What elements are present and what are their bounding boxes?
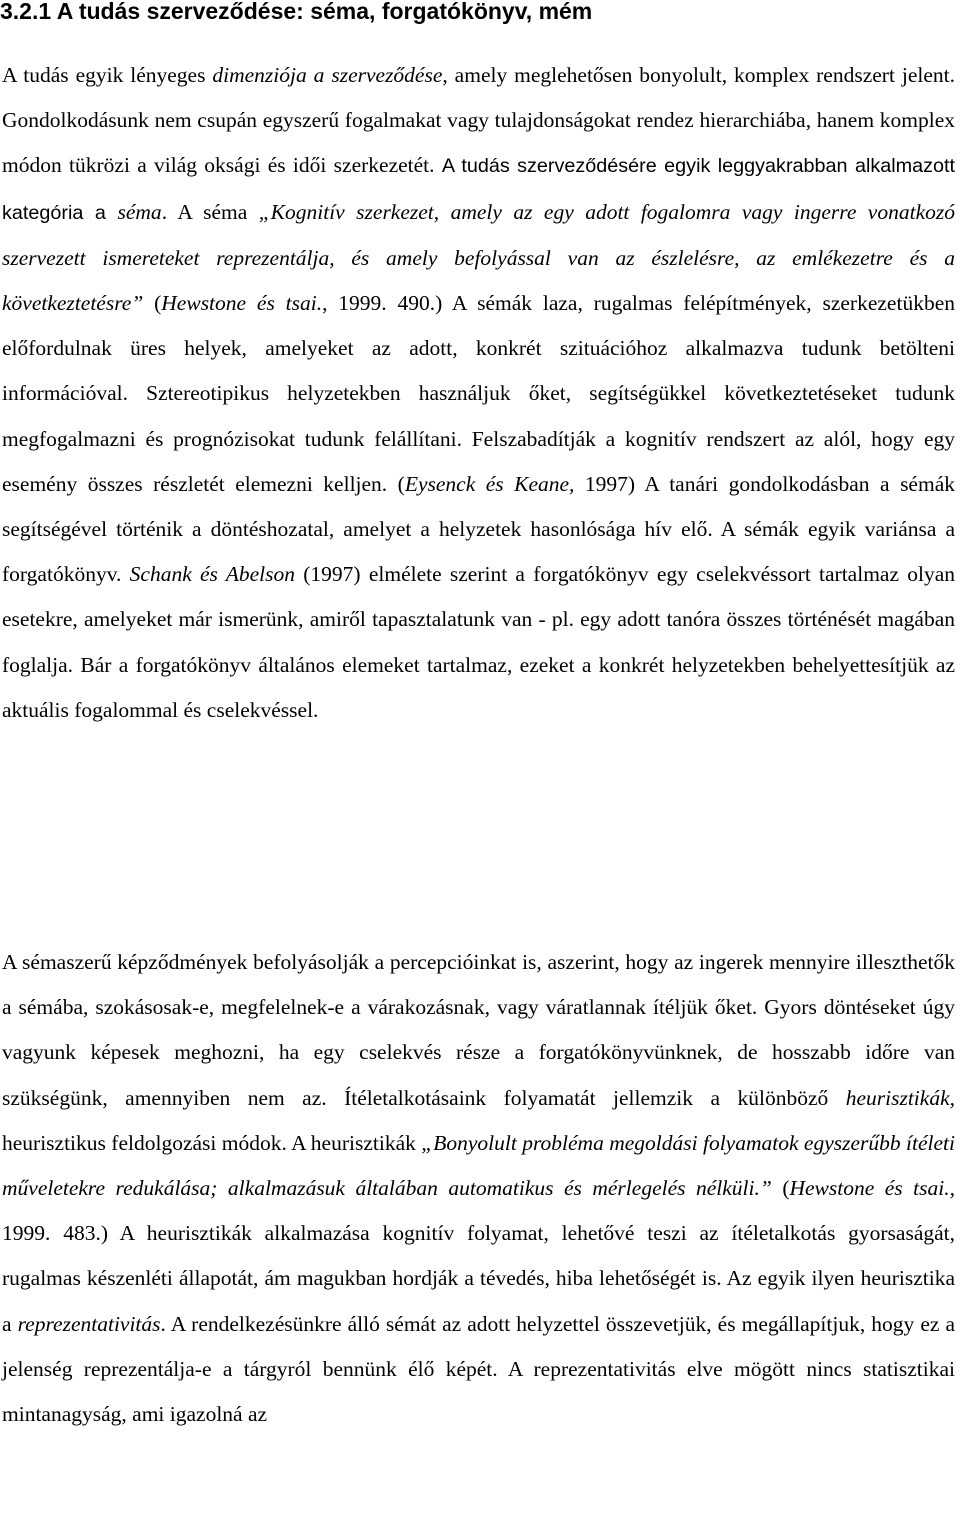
italic-text: Hewstone és tsai. [161, 291, 323, 316]
italic-text: Eysenck és Keane, [404, 471, 575, 496]
text-run: ( [782, 1176, 790, 1201]
text-run: 1997) A tanári gondolkodásban a sémák segítségével történik a döntéshozatal, amelyet a helyzetek hasonlósága hív elő. A sémák egyik variánsa a forgatókönyv. [2, 471, 955, 587]
italic-text: „Bonyolult probléma megoldási folyamatok egyszerűbb ítéleti műveletekre redukálása; alkalmazásuk általában automatikus és mérlegelés nélküli.” [2, 1130, 955, 1201]
text-run: . A séma [161, 199, 259, 224]
italic-text: heurisztikák, [845, 1085, 955, 1110]
text-run: heurisztikus feldolgozási módok. A heurisztikák [2, 1130, 422, 1155]
text-run: A tudás szerveződésére egyik leggyakrabban alkalmazott kategória a [2, 155, 955, 224]
section-heading: 3.2.1 A tudás szerveződése: séma, forgatókönyv, mém [0, 0, 593, 24]
italic-text: dimenziója a szerveződése [212, 63, 443, 87]
text-run: . A rendelkezésünkre álló sémát az adott helyzettel összevetjük, és megállapítjuk, hogy ez a jelenség reprezentálja-e a tárgyról bennünk élő képét. A reprezentativitás elve mögött nincs statisztikai mintanagyság, ami igazolná az [2, 1311, 956, 1427]
italic-text: séma [117, 199, 162, 224]
text-run: A sémaszerű képződmények befolyásolják a percepcióinkat is, aszerint, hogy az ingerek mennyire illeszthetők a sémába, szokásosak-e, megfelelnek-e a várakozásnak, vagy váratlannak ítéljük őket. Gyors döntéseket úgy vagyunk képesek meghozni, ha egy cselekvés része a forgatókönyvünknek, de hosszabb időre van szükségünk, amennyiben nem az. Ítéletalkotásaink folyamatát jellemzik a különböző [2, 950, 955, 1110]
italic-text: „Kognitív szerkezet, amely az egy adott fogalomra vagy ingerre vonatkozó szervezett ismereteket reprezentálja, és amely befolyással van az észlelésre, az emlékezetre és a következtetésre” [2, 199, 955, 316]
text-run: , 1999. 490.) A sémák laza, rugalmas felépítmények, szerkezetükben előfordulnak üres helyek, amelyeket az adott, konkrét szituációhoz alkalmazva tudunk betölteni információval. Sztereotipikus helyzetekben használjuk őket, segítségükkel következtetéseket tudunk megfogalmazni és prognózisokat tudunk felállítani. Felszabadítják a kognitív rendszert az alól, hogy egy esemény összes részletét elemezni kelljen. ( [2, 291, 955, 496]
text-run: 1999. 483.) A heurisztikák alkalmazása kognitív folyamat, lehetővé teszi az ítéletalkotás gyorsaságát, rugalmas készenléti állapotát, ám magukban hordják a tévedés, hiba lehetőségét is. Az egyik ilyen heurisztika a [2, 1221, 955, 1336]
text-run: (1997) elmélete szerint a forgatókönyv egy cselekvéssort tartalmaz olyan esetekre, amelyeket már ismerünk, amiről tapasztalatunk van - pl. egy adott tanóra összes történését magában foglalja. Bár a forgatókönyv általános elemeket tartalmaz, ezeket a konkrét helyzetekben behelyettesítjük az aktuális fogalommal és cselekvéssel. [2, 562, 956, 722]
text-run: , amely meglehetősen bonyolult, komplex rendszert jelent. Gondolkodásunk nem csupán egyszerű fogalmakat vagy tulajdonságokat rendez hierarchiába, hanem komplex módon tükrözi a világ oksági és idői szerkezetét. [2, 63, 955, 178]
italic-text: Schank és Abelson [129, 562, 296, 587]
text-run: ( [154, 291, 162, 316]
paragraph-heuristics [2, 940, 955, 1437]
italic-text: Hewstone és tsai., [789, 1176, 955, 1201]
text-run: A tudás egyik lényeges [2, 63, 213, 87]
paragraph-schema [2, 53, 955, 733]
italic-text: reprezentativitás [17, 1311, 161, 1336]
